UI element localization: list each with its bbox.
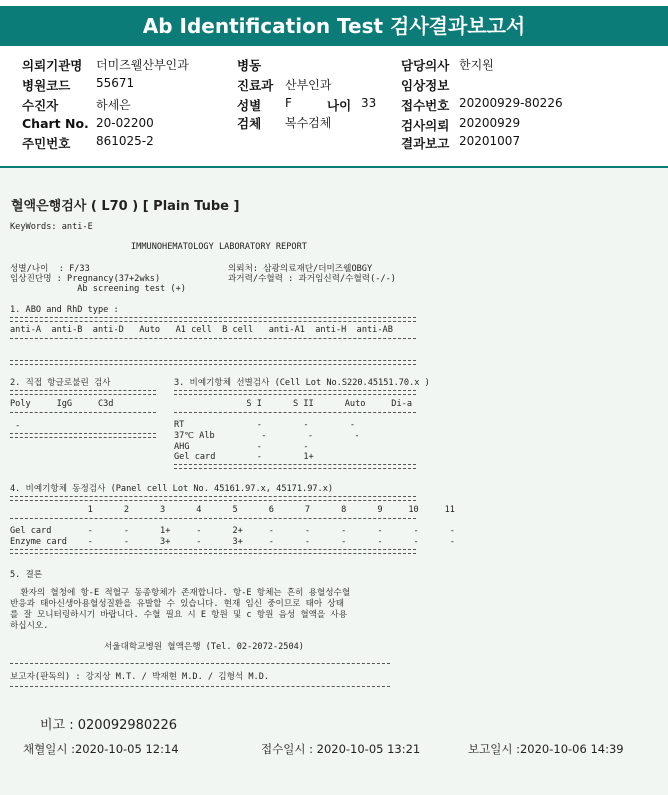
ident-row-enzyme: Enzyme card - - 3+ - 3+ - - - - - - — [10, 537, 455, 547]
sex-label: 성별 — [237, 98, 262, 113]
divider — [10, 338, 416, 339]
dat-values: - — [10, 421, 21, 431]
patient-label: 수진자 — [22, 98, 59, 113]
reported-datetime: 보고일시 :2020-10-06 14:39 — [468, 742, 624, 756]
department-label: 진료과 — [237, 78, 274, 93]
keywords: KeyWords: anti-E — [10, 222, 93, 232]
patient-sex-age: 성별/나이 : F/33 — [10, 264, 90, 274]
ward-label: 병동 — [237, 58, 262, 73]
chart-no-label: Chart No. — [22, 116, 89, 131]
test-request-value: 20200929 — [459, 116, 521, 130]
age-label: 나이 — [327, 98, 352, 113]
abo-header: anti-A anti-B anti-D Auto A1 cell B cell anti-A1 anti-H anti-AB — [10, 325, 393, 335]
institution-label: 의뢰기관명 — [22, 58, 83, 73]
divider — [10, 549, 416, 554]
divider — [174, 390, 416, 395]
hospital-code-value: 55671 — [96, 76, 135, 90]
receipt-no-label: 접수번호 — [401, 98, 450, 113]
conclusion-line: 를 잘 모니터링하시기 바랍니다. 수혈 필요 시 E 항원 및 c 항원 음성 혈액을 사용 — [10, 610, 348, 620]
dat-header: Poly IgG C3d — [10, 399, 114, 409]
resident-no-label: 주민번호 — [22, 136, 71, 151]
conclusion-line: 하십시오. — [10, 621, 49, 631]
divider — [10, 390, 156, 395]
divider — [10, 663, 390, 664]
resident-no-value: 861025-2 — [96, 134, 154, 148]
conclusion-line: 환자의 혈청에 항-E 적혈구 동종항체가 존재합니다. 항-E 항체는 흔히 용혈성수혈 — [10, 588, 351, 598]
hospital-info: 서울대학교병원 혈액은행 (Tel. 02-2072-2504) — [104, 642, 304, 652]
screen-row-gel: Gel card - 1+ — [174, 452, 314, 462]
abo-title: 1. ABO and RhD type : — [10, 305, 119, 315]
test-request-label: 검사의뢰 — [401, 118, 450, 133]
chart-no-value: 20-02200 — [96, 116, 154, 130]
divider — [10, 317, 416, 322]
clinical-diagnosis: 임상진단명 : Pregnancy(37+2wks) — [10, 274, 161, 284]
received-datetime: 접수일시 : 2020-10-05 13:21 — [261, 742, 421, 756]
screen-row-alb: 37℃ Alb - - - — [174, 431, 360, 441]
dat-title: 2. 직접 항글로불린 검사 — [10, 378, 111, 388]
divider — [10, 496, 416, 501]
divider — [10, 412, 156, 413]
age-value: 33 — [361, 96, 377, 110]
requester: 의뢰처: 삼광의료재단/더미즈웰OBGY — [228, 264, 373, 274]
screen-header: S I S II Auto Di-a — [174, 399, 412, 409]
remark: 비고 : 020092980226 — [40, 718, 178, 733]
doctor-value: 한지원 — [459, 58, 494, 72]
divider — [10, 686, 390, 687]
collected-datetime: 채혈일시 :2020-10-05 12:14 — [23, 742, 179, 756]
ident-header: 1 2 3 4 5 6 7 8 9 10 11 — [10, 505, 455, 515]
report-body — [0, 168, 668, 795]
transfusion-history: 과거력/수혈력 : 과거임신력/수혈력(-/-) — [228, 274, 396, 284]
divider — [10, 433, 156, 438]
screen-row-ahg: AHG - - — [174, 442, 309, 452]
divider — [174, 412, 416, 413]
clinical-diagnosis-2: Ab screening test (+) — [10, 284, 186, 294]
section-title: 혈액은행검사 ( L70 ) [ Plain Tube ] — [11, 199, 240, 214]
divider — [10, 360, 416, 365]
divider — [10, 518, 416, 519]
conclusion-title: 5. 결론 — [10, 570, 43, 580]
reporters: 보고자(판독의) : 강지상 M.T. / 박재현 M.D. / 김형석 M.D. — [10, 672, 270, 682]
divider — [174, 464, 416, 469]
hospital-code-label: 병원코드 — [22, 78, 71, 93]
ident-title: 4. 비예기항체 동정검사 (Panel cell Lot No. 45161.97.x, 45171.97.x) — [10, 484, 334, 494]
specimen-label: 검체 — [237, 116, 262, 131]
ident-row-gel: Gel card - - 1+ - 2+ - - - - - - — [10, 526, 455, 536]
report-title: Ab Identification Test 검사결과보고서 — [0, 6, 668, 46]
receipt-no-value: 20200929-80226 — [459, 96, 563, 110]
screen-row-rt: RT - - - — [174, 420, 356, 430]
patient-value: 하세은 — [96, 98, 131, 112]
screen-title: 3. 비예기항체 선별검사 (Cell Lot No.S220.45151.70.x ) — [174, 378, 430, 388]
conclusion-line: 반응과 태아신생아용혈성질환을 유발할 수 있습니다. 현재 임신 중이므로 태아 상태 — [10, 599, 344, 609]
specimen-value: 복수검체 — [285, 116, 332, 130]
result-report-label: 결과보고 — [401, 136, 450, 151]
patient-header — [0, 50, 668, 168]
sex-value: F — [285, 96, 292, 110]
department-value: 산부인과 — [285, 78, 332, 92]
result-report-value: 20201007 — [459, 134, 521, 148]
lab-report-title: IMMUNOHEMATOLOGY LABORATORY REPORT — [131, 242, 307, 252]
clinical-info-label: 임상정보 — [401, 78, 450, 93]
institution-value: 더미즈웰산부인과 — [96, 58, 189, 72]
doctor-label: 담당의사 — [401, 58, 450, 73]
